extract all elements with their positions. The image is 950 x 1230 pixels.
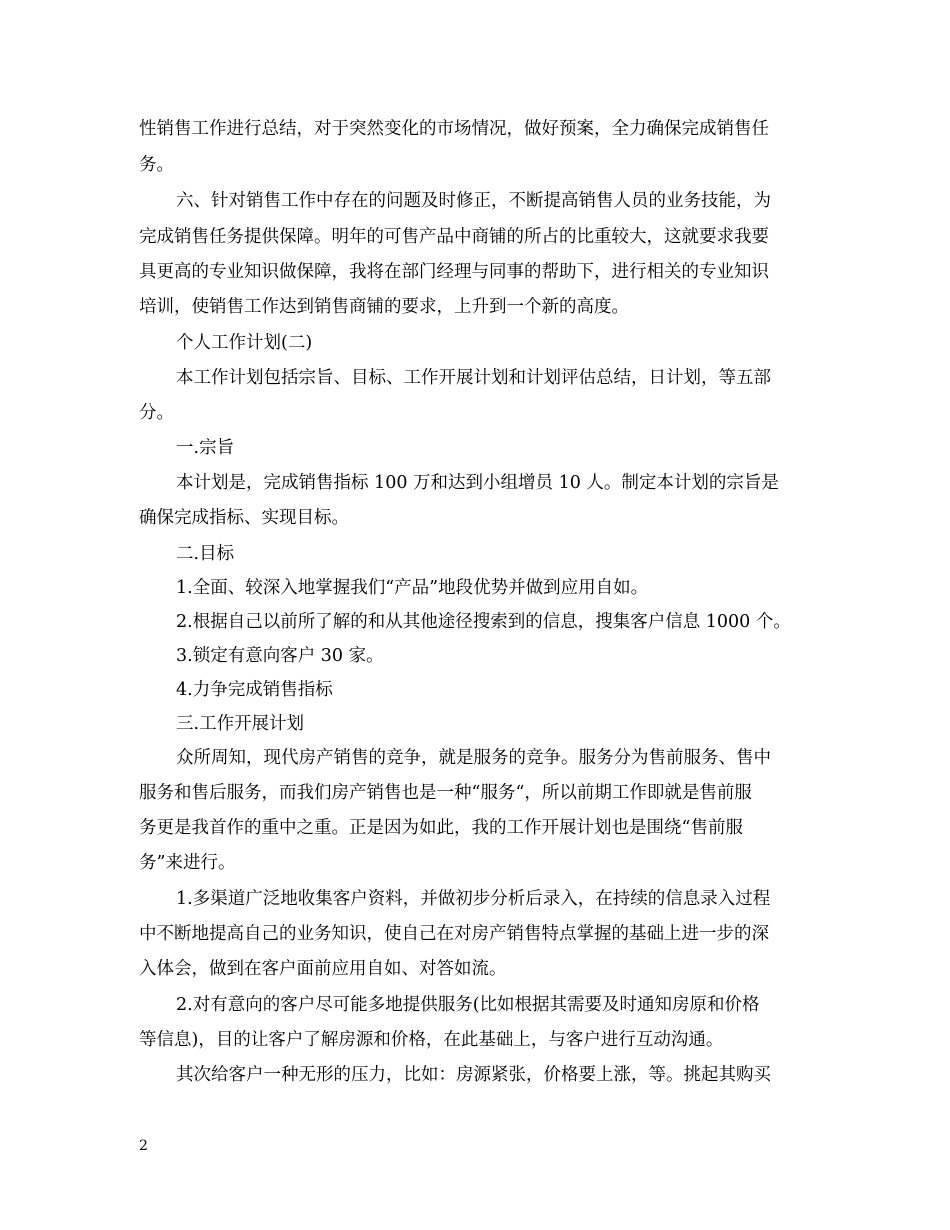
list-item: 2.根据自己以前所了解的和从其他途径搜索到的信息，搜集客户信息 1000 个。	[176, 612, 791, 632]
section-heading: 一.宗旨	[176, 438, 235, 458]
text-line: 性销售工作进行总结，对于突然变化的市场情况，做好预案，全力确保完成销售任	[139, 119, 769, 139]
section-heading: 个人工作计划(二)	[176, 333, 313, 353]
page-number: 2	[139, 1138, 148, 1154]
list-item: 3.锁定有意向客户 30 家。	[176, 646, 384, 666]
text-line: 本工作计划包括宗旨、目标、工作开展计划和计划评估总结，日计划，等五部	[176, 368, 771, 388]
text-line: 务更是我首作的重中之重。正是因为如此，我的工作开展计划也是围绕“售前服	[139, 818, 743, 838]
list-item: 1.全面、较深入地掌握我们“产品”地段优势并做到应用自如。	[176, 578, 649, 598]
text-line: 其次给客户一种无形的压力，比如：房源紧张，价格要上涨，等。挑起其购买	[176, 1065, 771, 1085]
list-item: 4.力争完成销售指标	[176, 680, 333, 700]
section-heading: 二.目标	[176, 544, 235, 564]
text-line: 务”来进行。	[139, 853, 236, 873]
text-line: 服务和售后服务，而我们房产销售也是一种“服务“，所以前期工作即就是售前服	[139, 783, 752, 803]
text-line: 2.对有意向的客户尽可能多地提供服务(比如根据其需要及时通知房原和价格	[176, 995, 760, 1015]
section-heading: 三.工作开展计划	[176, 714, 305, 734]
text-line: 中不断地提高自己的业务知识，使自己在对房产销售特点掌握的基础上进一步的深	[139, 924, 769, 944]
text-line: 1.多渠道广泛地收集客户资料，并做初步分析后录入，在持续的信息录入过程	[176, 889, 771, 909]
text-line: 完成销售任务提供保障。明年的可售产品中商铺的所占的比重较大，这就要求我要	[139, 227, 769, 247]
text-line: 众所周知，现代房产销售的竞争，就是服务的竞争。服务分为售前服务、售中	[176, 748, 771, 768]
text-line: 确保完成指标、实现目标。	[139, 508, 349, 528]
text-line: 本计划是，完成销售指标 100 万和达到小组增员 10 人。制定本计划的宗旨是	[176, 473, 779, 493]
text-line: 六、针对销售工作中存在的问题及时修正，不断提高销售人员的业务技能，为	[176, 191, 771, 211]
text-line: 具更高的专业知识做保障，我将在部门经理与同事的帮助下，进行相关的专业知识	[139, 262, 769, 282]
text-line: 入体会，做到在客户面前应用自如、对答如流。	[139, 959, 507, 979]
text-line: 务。	[139, 155, 174, 175]
text-line: 培训，使销售工作达到销售商铺的要求，上升到一个新的高度。	[139, 297, 629, 317]
text-line: 分。	[139, 403, 174, 423]
text-line: 等信息)，目的让客户了解房源和价格，在此基础上，与客户进行互动沟通。	[139, 1030, 724, 1050]
